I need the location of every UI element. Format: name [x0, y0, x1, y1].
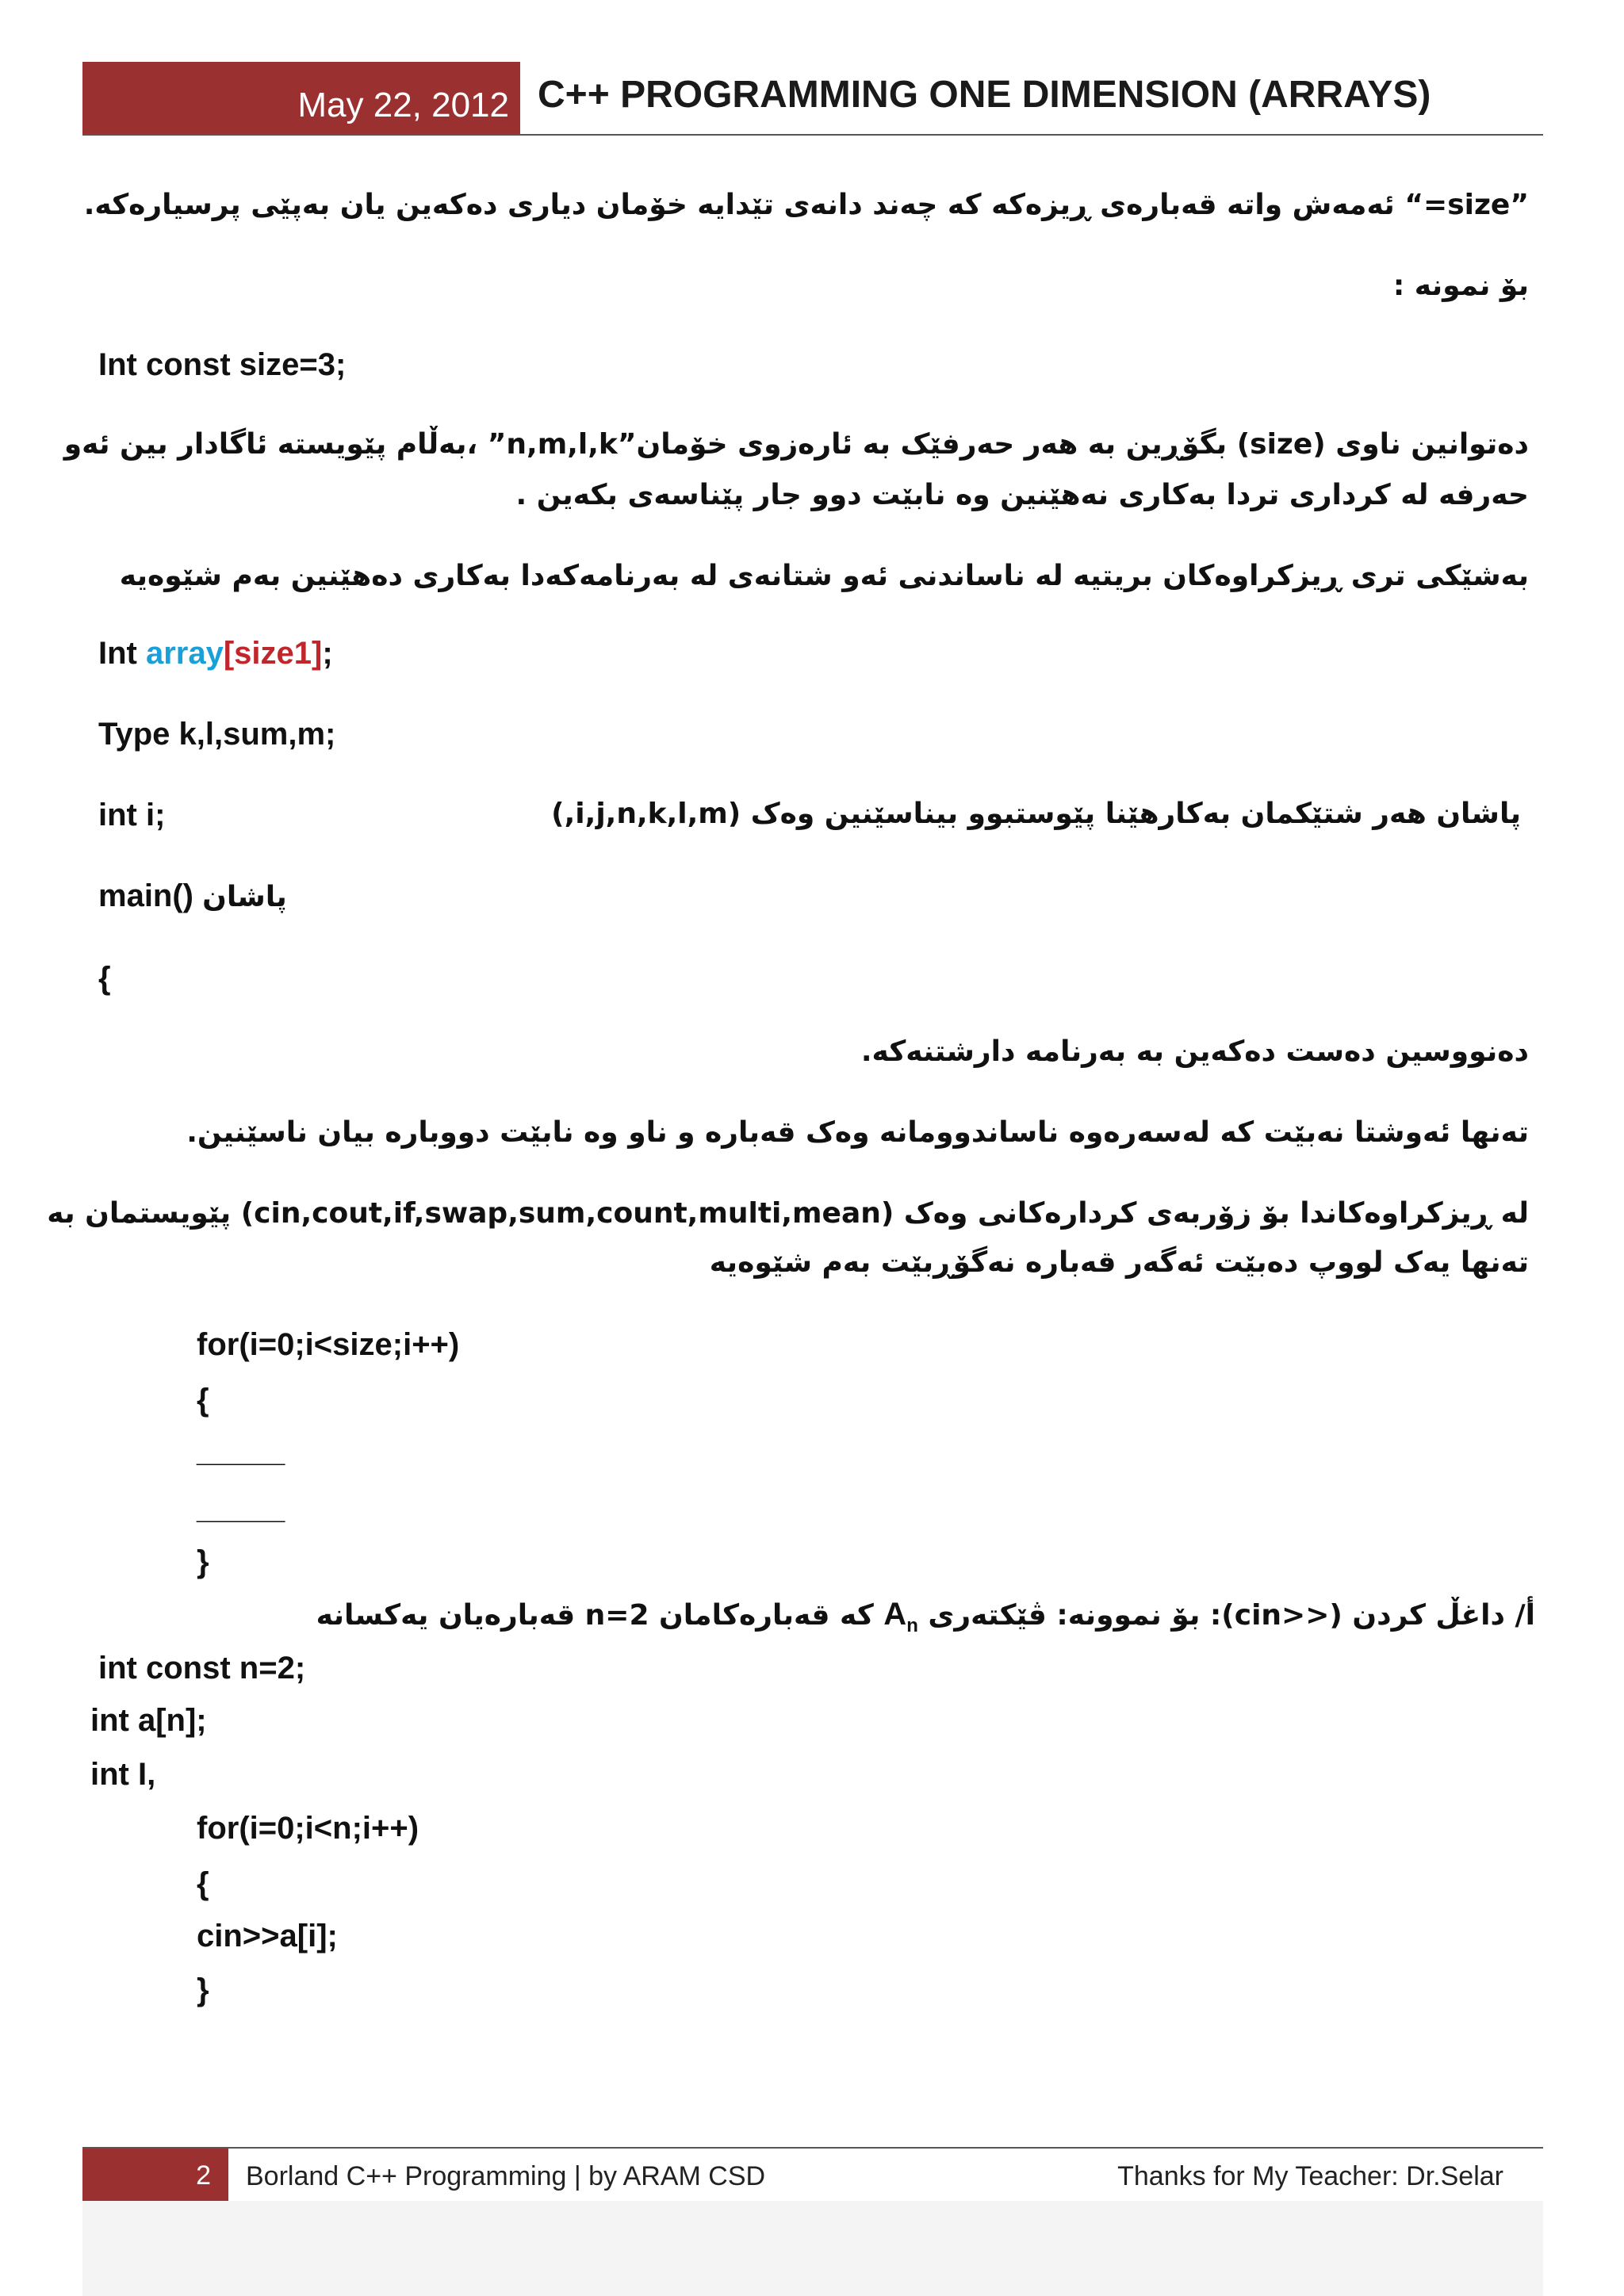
code-loop-placeholder: _____ [197, 1490, 285, 1525]
code-const-n: int const n=2; [98, 1651, 306, 1686]
code-const-size: Int const size=3; [98, 347, 347, 382]
code-keyword: Int [98, 636, 146, 671]
paragraph-input-example: أ/ داغڵ کردن (<<cin): بۆ نموونە: ڤێکتەری $A_n$ کە قەبارەکامان n=2 قەبارەیان یەکسانە [316, 1597, 1535, 1636]
code-main-call: main() [98, 878, 193, 913]
code-cin-statement: cin>>a[i]; [197, 1919, 338, 1954]
footer-left-text: Borland C++ Programming | by ARAM CSD [246, 2161, 766, 2191]
paragraph-size-definition: ”size=“ ئەمەش واتە قەبارەی ڕیزەکە کە چەند دانەی تێدایە خۆمان دیاری دەکەین یان بەپێی پرسیارەکە. [83, 189, 1529, 221]
paragraph-rename-size: دەتوانین ناوی (size) بگۆڕین بە هەر حەرفێک بە ئارەزوی خۆمان”n,m,l,k” ،بەڵام پێویستە ئاگادار بین ئەو [63, 428, 1529, 461]
paragraph-operations: لە ڕیزکراوەکاندا بۆ زۆربەی کردارەکانی وەک (cin,cout,if,swap,sum,count,multi,mean) پێویستمان بە [47, 1197, 1529, 1230]
code-semicolon: ; [322, 636, 333, 671]
page-title: C++ PROGRAMMING ONE DIMENSION (ARRAYS) [538, 74, 1431, 116]
code-for-loop-n: for(i=0;i<n;i++) [197, 1811, 419, 1846]
code-loop2-open-brace: { [197, 1866, 209, 1901]
paragraph-start-program: دەنووسین دەست دەکەین بە بەرنامە دارشتنەکە. [860, 1035, 1529, 1068]
header-date: May 22, 2012 [82, 62, 520, 135]
paragraph-declare-variables: پاشان هەر شتێکمان بەکارهێنا پێوستبوو بیناسێنین وەک (i,j,n,k,l,m,) [551, 798, 1521, 830]
code-loop-close-brace: } [197, 1544, 209, 1579]
code-array-declaration [98, 636, 333, 672]
code-loop-placeholder: _____ [197, 1433, 285, 1468]
code-loop-open-brace: { [197, 1383, 209, 1418]
footer-background [82, 2201, 1543, 2296]
paragraph-no-redeclare: تەنها ئەوشتا نەبێت کە لەسەرەوە ناساندوومانە وەک قەبارە و ناو وە نابێت دووبارە بیان ناسێنین. [186, 1116, 1529, 1149]
paragraph-rename-size-cont: حەرفە لە کرداری تردا بەکاری نەهێنین وە نابێت دوو جار پێناسەی بکەین . [515, 479, 1529, 511]
footer-divider [82, 2147, 1543, 2149]
code-int-i: int i; [98, 798, 166, 832]
footer-right-text: Thanks for My Teacher: Dr.Selar [1117, 2161, 1503, 2191]
code-array-size: [size1] [223, 636, 323, 671]
code-open-brace: { [98, 961, 111, 996]
code-main [98, 878, 287, 914]
code-int-I: int I, [90, 1757, 156, 1792]
code-main-label: پاشان [202, 881, 287, 913]
paragraph-declaration-intro: بەشێکی تری ڕیزکراوەکان بریتیە لە ناساندنی ئەو شتانەی لە بەرنامەکەدا بەکاری دەهێنین بەم شێوەیە [119, 560, 1529, 592]
code-for-loop-size: for(i=0;i<size;i++) [197, 1327, 460, 1362]
code-type-declaration: Type k,l,sum,m; [98, 717, 336, 752]
code-array-name: array [145, 636, 224, 671]
vector-symbol: $A_n$ [883, 1597, 918, 1636]
header-divider [82, 134, 1543, 136]
paragraph-example-label: بۆ نمونە : [1392, 270, 1529, 302]
code-array-a: int a[n]; [90, 1703, 207, 1738]
code-loop2-close-brace: } [197, 1973, 209, 2007]
page-number: 2 [82, 2149, 228, 2202]
paragraph-operations-cont: تەنها یەک لووپ دەبێت ئەگەر قەبارە نەگۆڕبێت بەم شێوەیە [709, 1246, 1529, 1279]
